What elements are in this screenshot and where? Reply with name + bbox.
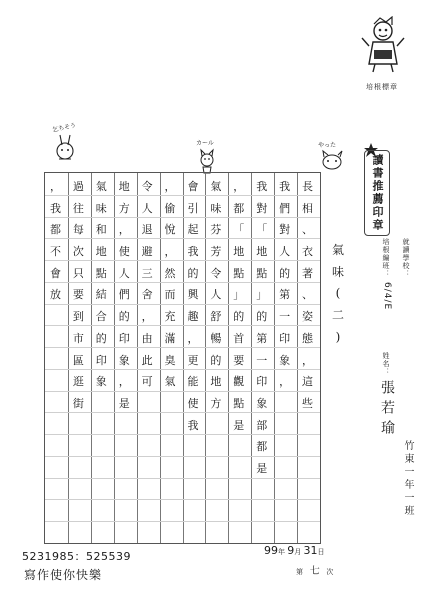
peigen-logo [360,16,406,74]
school-label: 就讀學校： [402,238,410,278]
footer-date: 99年 9月 31日 [264,544,325,557]
essay-column [254,176,270,480]
essay-char: 印 [118,331,130,345]
essay-char: 使 [118,245,130,259]
essay-char: 舍 [141,288,153,302]
essay-char: 對 [256,201,268,215]
essay-char: 避 [141,245,153,259]
grid-column-line [205,173,206,543]
essay-char: 過 [72,180,84,193]
essay-char: 芳 [210,245,222,259]
class-value: 6/4/E [382,282,392,311]
footer-day: 31 [303,544,318,557]
footer-page-prefix: 第 [296,568,303,576]
essay-char: 每 [72,223,84,237]
essay-char: 第 [279,288,291,302]
essay-char: 這 [302,375,314,389]
footer-year: 99 [264,544,278,557]
logo-caption: 培根標章 [366,83,398,91]
essay-char: 然 [164,266,176,280]
essay-char: 點 [256,266,268,280]
essay-char: 我 [279,180,291,193]
essay-char: 會 [187,180,199,193]
essay-char: 象 [279,353,291,367]
essay-char: 部 [256,418,268,432]
grid-row-line [45,456,320,457]
essay-char: 些 [302,396,314,410]
essay-char: 們 [118,288,130,302]
essay-char: 可 [141,375,153,389]
essay-char: 的 [95,331,107,345]
essay-column [208,176,224,415]
essay-title [330,240,346,348]
essay-char: 偷 [164,201,176,215]
grid-row-line [45,478,320,479]
essay-char: 興 [187,288,199,302]
essay-char: 能 [187,375,199,389]
essay-char: 的 [256,310,268,324]
essay-char: 引 [187,201,199,215]
grid-row-line [45,499,320,500]
essay-char: 印 [279,331,291,345]
essay-char: 印 [256,375,268,389]
essay-column [277,176,293,393]
essay-char: 味 [210,201,222,215]
essay-char: 對 [279,223,291,237]
essay-char: 」 [233,288,245,302]
essay-char: 點 [95,266,107,280]
grid-column-line [228,173,229,543]
essay-char: 氣 [210,180,222,193]
title-char: 味 [331,264,344,279]
essay-char: 此 [141,353,153,367]
essay-char: 象 [256,396,268,410]
essay-column [139,176,155,393]
doodle-right [318,140,346,175]
essay-char: 象 [95,375,107,389]
essay-char: ， [233,180,245,193]
grid-row-line [45,521,320,522]
essay-column [70,176,86,415]
essay-char: 「 [233,223,245,237]
essay-char: 我 [49,201,61,215]
footer-page-suffix: 次 [326,568,334,576]
essay-char: 會 [49,266,61,280]
essay-char: 態 [302,331,314,345]
essay-char: 氣 [164,375,176,389]
grid-column-line [160,173,161,543]
essay-char: 不 [49,245,61,259]
essay-column [47,176,63,306]
title-char: 二 [331,308,344,323]
essay-char: 人 [141,201,153,215]
essay-char: 滿 [164,331,176,345]
essay-char: 是 [256,461,268,475]
footer-page [296,562,333,577]
essay-char: 都 [256,440,268,454]
essay-char: 觀 [233,375,245,389]
essay-char: 人 [118,266,130,280]
essay-char: 一 [256,353,268,367]
grid-column-line [297,173,298,543]
essay-char: 芬 [210,223,222,237]
essay-char: 相 [302,201,314,215]
essay-char: 要 [72,288,84,302]
essay-char: 是 [118,396,130,410]
essay-char: 都 [49,223,61,237]
essay-column [300,176,316,415]
grid-column-line [114,173,115,543]
essay-char: ， [164,180,176,193]
essay-char: 」 [256,288,268,302]
essay-char: 是 [233,418,245,432]
essay-char: 由 [141,331,153,345]
essay-column [185,176,201,436]
essay-char: 衣 [302,245,314,259]
essay-char: 象 [118,353,130,367]
essay-char: 地 [233,245,245,259]
essay-char: 的 [279,266,291,280]
essay-char: 街 [72,396,84,410]
essay-char: 市 [72,331,84,345]
essay-char: 味 [95,201,107,215]
footer-page-number: 七 [309,566,320,577]
doodle-left-text: 乞ちそう [51,121,77,134]
essay-char: 氣 [95,180,107,193]
essay-char: 們 [279,201,291,215]
essay-char: 臭 [164,353,176,367]
essay-char: 長 [302,180,314,193]
name-label: 姓名： [382,352,390,376]
essay-char: 往 [72,201,84,215]
essay-char: 、 [302,288,314,302]
bunny-doodle-icon [52,131,80,165]
essay-char: 的 [233,310,245,324]
footer-month: 9 [287,544,295,557]
essay-char: 地 [95,245,107,259]
title-char: 氣 [331,243,344,257]
essay-char: 著 [302,266,314,280]
essay-char: ， [118,223,130,237]
recommend-stamp: 讀書推薦印章 [364,150,390,236]
essay-char: 首 [233,331,245,345]
essay-char: 方 [118,201,130,215]
essay-char: 我 [256,180,268,193]
essay-char: 方 [210,396,222,410]
essay-char: 地 [118,180,130,193]
title-char: ( [335,286,341,301]
essay-char: 退 [141,223,153,237]
essay-char: 令 [141,180,153,193]
essay-char: 的 [187,266,199,280]
essay-char: 的 [210,353,222,367]
essay-column [116,176,132,415]
essay-char: 合 [95,310,107,324]
essay-char: 到 [72,310,84,324]
essay-char: 三 [141,266,153,280]
essay-char: 、 [302,223,314,237]
essay-char: 我 [187,245,199,259]
grid-column-line [251,173,252,543]
essay-char: 第 [256,331,268,345]
essay-char: 地 [256,245,268,259]
essay-char: ， [164,245,176,259]
essay-char: 趣 [187,310,199,324]
doodle-left [52,122,80,167]
essay-char: 只 [72,266,84,280]
essay-char: 的 [118,310,130,324]
essay-char: 點 [233,266,245,280]
bottom-slogan: 寫作使你快樂 [24,568,103,582]
essay-char: 更 [187,353,199,367]
class-label: 培根編班： [382,238,390,278]
essay-char: 地 [210,375,222,389]
grid-column-line [183,173,184,543]
essay-char: ， [279,375,291,389]
doodle-right-text: やった [318,142,337,149]
essay-char: 一 [279,310,291,324]
essay-char: 逛 [72,375,84,389]
essay-char: 而 [164,288,176,302]
essay-char: ， [141,310,153,324]
grid-column-line [68,173,69,543]
cat-doodle-icon [196,147,218,175]
essay-char: 姿 [302,310,314,324]
grid-column-line [274,173,275,543]
essay-char: 充 [164,310,176,324]
essay-char: 人 [210,288,222,302]
essay-char: 和 [95,223,107,237]
grid-column-line [91,173,92,543]
essay-column [93,176,109,393]
essay-char: 我 [187,418,199,432]
essay-char: 令 [210,266,222,280]
essay-char: 人 [279,245,291,259]
essay-char: 起 [187,223,199,237]
cat-face-doodle-icon [318,149,346,173]
essay-char: 結 [95,288,107,302]
name-value: 張若瑜 [379,380,395,440]
essay-char: 舒 [210,310,222,324]
essay-char: 都 [233,201,245,215]
essay-char: 要 [233,353,245,367]
school-value: 竹東一年一班 [402,440,413,518]
essay-char: 「 [256,223,268,237]
essay-char: 印 [95,353,107,367]
title-char: ) [335,329,341,344]
essay-char: 使 [187,396,199,410]
essay-char: 放 [49,288,61,302]
essay-char: ， [118,375,130,389]
essay-char: ， [187,331,199,345]
essay-char: 區 [72,353,84,367]
essay-char: ， [302,353,314,367]
essay-char: 次 [72,245,84,259]
grid-row-line [45,434,320,435]
doodle-mid-text: カール [196,140,214,147]
essay-char: ， [49,180,61,193]
grid-column-line [137,173,138,543]
essay-column [162,176,178,393]
essay-char: 點 [233,396,245,410]
essay-char: 暢 [210,331,222,345]
essay-char: 悅 [164,223,176,237]
bottom-number: 5231985：525539 [22,550,131,563]
essay-column [231,176,247,436]
